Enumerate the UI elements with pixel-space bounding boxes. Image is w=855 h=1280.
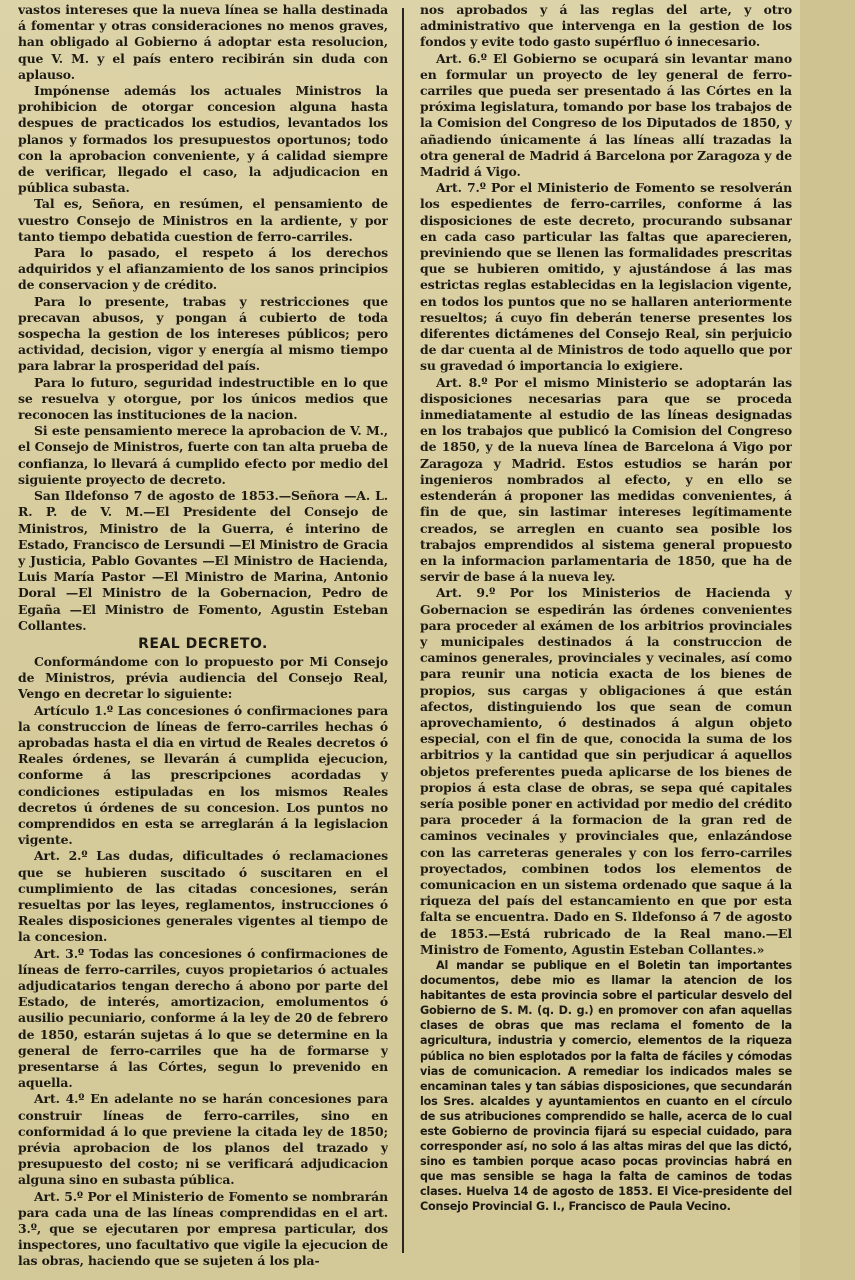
paragraph: Impónense además los actuales Ministros la prohibicion de otorgar concesion alguna hasta despues de practicados los estudios, levantados los planos y formados los presupuestos oportunos; todo con la aprobacion conveniente, y á calidad siempre de verificar, llegado el caso, la adjudicacion en pública subasta. bbox=[18, 83, 388, 196]
paragraph: vastos intereses que la nueva línea se halla destinada á fomentar y otras consideraciones no menos graves, han obligado al Gobierno á adoptar esta resolucion, que V. M. y el país entero recibirán sin duda con aplauso. bbox=[18, 2, 388, 82]
article-9: Art. 9.º Por los Ministerios de Hacienda y Gobernacion se espedirán las órdenes convenientes para proceder al exámen de los arbitrios provinciales y municipales destinados á la construccion de caminos generales, provinciales y vecinales, así como para reunir una noticia exacta de los bienes de propios, sus cargas y obligaciones á que están afectos, distinguiendo los que sean de comun aprovechamiento, ó destinados á algun objeto especial, con el fin de que, conocida la suma de los arbitrios y la cantidad que sin perjudicar á aquellos objetos preferentes pueda aplicarse de los bienes de propios á esta clase de obras, se sepa qué capitales sería posible poner en actividad por medio del crédito para proceder á la formacion de la gran red de caminos vecinales y provinciales que, enlazándose con las carreteras generales y con los ferro-carriles proyectados, combinen todos los elementos de comunicacion en un sistema ordenado que saque á la riqueza del país del estancamiento en que por esta falta se encuentra. Dado en S. Ildefonso á 7 de agosto de 1853.—Está rubricado de la Real mano.—El Ministro de Fomento, Agustin Esteban Collantes.» bbox=[420, 585, 792, 957]
article-1: Artículo 1.º Las concesiones ó confirmaciones para la construccion de líneas de ferro-carriles hechas ó aprobadas hasta el dia en virtud de Reales decretos ó Reales órdenes, se llevarán á cumplida ejecucion, conforme á las prescripciones acordadas y condiciones estipuladas en los mismos Reales decretos ú órdenes de su concesion. Los puntos no comprendidos en esta se arreglarán á la legislacion vigente. bbox=[18, 702, 388, 848]
paragraph: Para lo futuro, seguridad indestructible en lo que se resuelva y otorgue, por los únicos medios que reconocen las instituciones de la nacion. bbox=[18, 374, 388, 423]
article-2: Art. 2.º Las dudas, dificultades ó reclamaciones que se hubieren suscitado ó suscitaren en el cumplimiento de las citadas concesiones, serán resueltas por las leyes, reglamentos, instrucciones ó Reales disposiciones generales vigentes al tiempo de la concesion. bbox=[18, 848, 388, 945]
signatures-paragraph: San Ildefonso 7 de agosto de 1853.—Señora —A. L. R. P. de V. M.—El Presidente del Consejo de Ministros, Ministro de la Guerra, é interino de Estado, Francisco de Lersundi —El Ministro de Gracia y Justicia, Pablo Govantes —El Ministro de Hacienda, Luis María Pastor —El Ministro de Marina, Antonio Doral —El Ministro de la Gobernacion, Pedro de Egaña —El Ministro de Fomento, Agustin Esteban Collantes. bbox=[18, 488, 388, 633]
article-7: Art. 7.º Por el Ministerio de Fomento se resolverán los espedientes de ferro-carriles, conforme á las disposiciones de este decreto, procurando subsanar en cada caso particular las faltas que aparecieren, previniendo que se llenen las formalidades prescritas que se hubieren omitido, y ajustándose á las mas estrictas reglas establecidas en la legislacion vigente, en todos los puntos que no se hallaren anteriormente resueltos; á cuyo fin deberán tenerse presentes los diferentes dictámenes del Consejo Real, sin perjuicio de dar cuenta al de Ministros de todo aquello que por su gravedad ó importancia lo exigiere. bbox=[420, 180, 792, 374]
paragraph: Si este pensamiento merece la aprobacion de V. M., el Consejo de Ministros, fuerte con tan alta prueba de confianza, lo llevará á cumplido efecto por medio del siguiente proyecto de decreto. bbox=[18, 423, 388, 487]
article-5: Art. 5.º Por el Ministerio de Fomento se nombrarán para cada una de las líneas comprendidas en el art. 3.º, que se ejecutaren por empresa particular, dos inspectores, uno facultativo que vigile la ejecucion de las obras, haciendo que se sujeten á los pla- bbox=[18, 1188, 388, 1269]
right-column bbox=[420, 2, 792, 1278]
article-6: Art. 6.º El Gobierno se ocupará sin levantar mano en formular un proyecto de ley general de ferro-carriles que pueda ser presentado á las Córtes en la próxima legislatura, tomando por base los trabajos de la Comision del Congreso de los Diputados de 1850, y añadiendo únicamente á las líneas allí trazadas la otra general de Madrid á Barcelona por Zaragoza y de Madrid á Vigo. bbox=[420, 50, 792, 180]
paragraph: Conformándome con lo propuesto por Mi Consejo de Ministros, prévia audiencia del Consejo Real, Vengo en decretar lo siguiente: bbox=[18, 653, 388, 702]
paragraph: nos aprobados y á las reglas del arte, y otro administrativo que intervenga en la gestion de los fondos y evite todo gasto supérfluo ó innecesario. bbox=[420, 2, 792, 50]
article-8: Art. 8.º Por el mismo Ministerio se adoptarán las disposiciones necesarias para que se proceda inmediatamente al estudio de las líneas designadas en los trabajos que publicó la Comision del Congreso de 1850, y de la nueva línea de Barcelona á Vigo por Zaragoza y Madrid. Estos estudios se harán por ingenieros nombrados al efecto, y en ello se estenderán á proponer las medidas convenientes, á fin de que, sin lastimar intereses legítimamente creados, se arreglen en cuanto sea posible los trabajos emprendidos al sistema general propuesto en la informacion parlamentaria de 1850, que ha de servir de base á la nueva ley. bbox=[420, 374, 792, 585]
article-4: Art. 4.º En adelante no se harán concesiones para construir líneas de ferro-carriles, sino en conformidad á lo que previene la citada ley de 1850; prévia aprobacion de los planos del trazado y presupuesto del costo; ni se verificará adjudicacion alguna sino en subasta pública. bbox=[18, 1091, 388, 1188]
column-divider bbox=[402, 8, 404, 1253]
decree-heading: REAL DECRETO. bbox=[138, 635, 268, 652]
paragraph: Tal es, Señora, en resúmen, el pensamiento de vuestro Consejo de Ministros en la ardiente, y por tanto tiempo debatida cuestion de ferro-carriles. bbox=[18, 196, 388, 244]
paragraph: Para lo pasado, el respeto á los derechos adquiridos y el afianzamiento de los sanos principios de conservacion y de crédito. bbox=[18, 245, 388, 293]
governor-notice: Al mandar se publique en el Boletin tan importantes documentos, debe mio es llamar la atencion de los habitantes de esta provincia sobre el particular desvelo del Gobierno de S. M. (q. D. g.) en promover con afan aquellas clases de obras que mas reclama el fomento de la agricultura, industria y comercio, elementos de la riqueza pública no bien esplotados por la falta de fáciles y cómodas vias de comunicacion. A remediar los indicados males se encaminan tales y tan sábias disposiciones, que secundarán los Sres. alcaldes y ayuntamientos en cuanto en el círculo de sus atribuciones comprendido se halle, acerca de lo cual este Gobierno de provincia fijará su especial cuidado, para corresponder así, no solo á las altas miras del que las dictó, sino es tambien porque acaso pocas provincias habrá en que mas sensible se haga la falta de caminos de todas clases. Huelva 14 de agosto de 1853. El Vice-presidente del Consejo Provincial G. I., Francisco de Paula Vecino. bbox=[420, 958, 792, 1214]
article-3: Art. 3.º Todas las concesiones ó confirmaciones de líneas de ferro-carriles, cuyos propietarios ó actuales adjudicatarios tengan derecho á abono por parte del Estado, de interés, amortizacion, emolumentos ó ausilio pecuniario, conforme á la ley de 20 de febrero de 1850, estarán sujetas á lo que se determine en la general de ferro-carriles que ha de formarse y presentarse á las Córtes, segun lo prevenido en aquella. bbox=[18, 945, 388, 1091]
page-margin bbox=[800, 0, 855, 1280]
left-column bbox=[18, 2, 388, 1278]
paragraph: Para lo presente, trabas y restricciones que precavan abusos, y pongan á cubierto de toda sospecha la gestion de los intereses públicos; pero actividad, decision, vigor y energía al mismo tiempo para labrar la prosperidad del país. bbox=[18, 293, 388, 374]
